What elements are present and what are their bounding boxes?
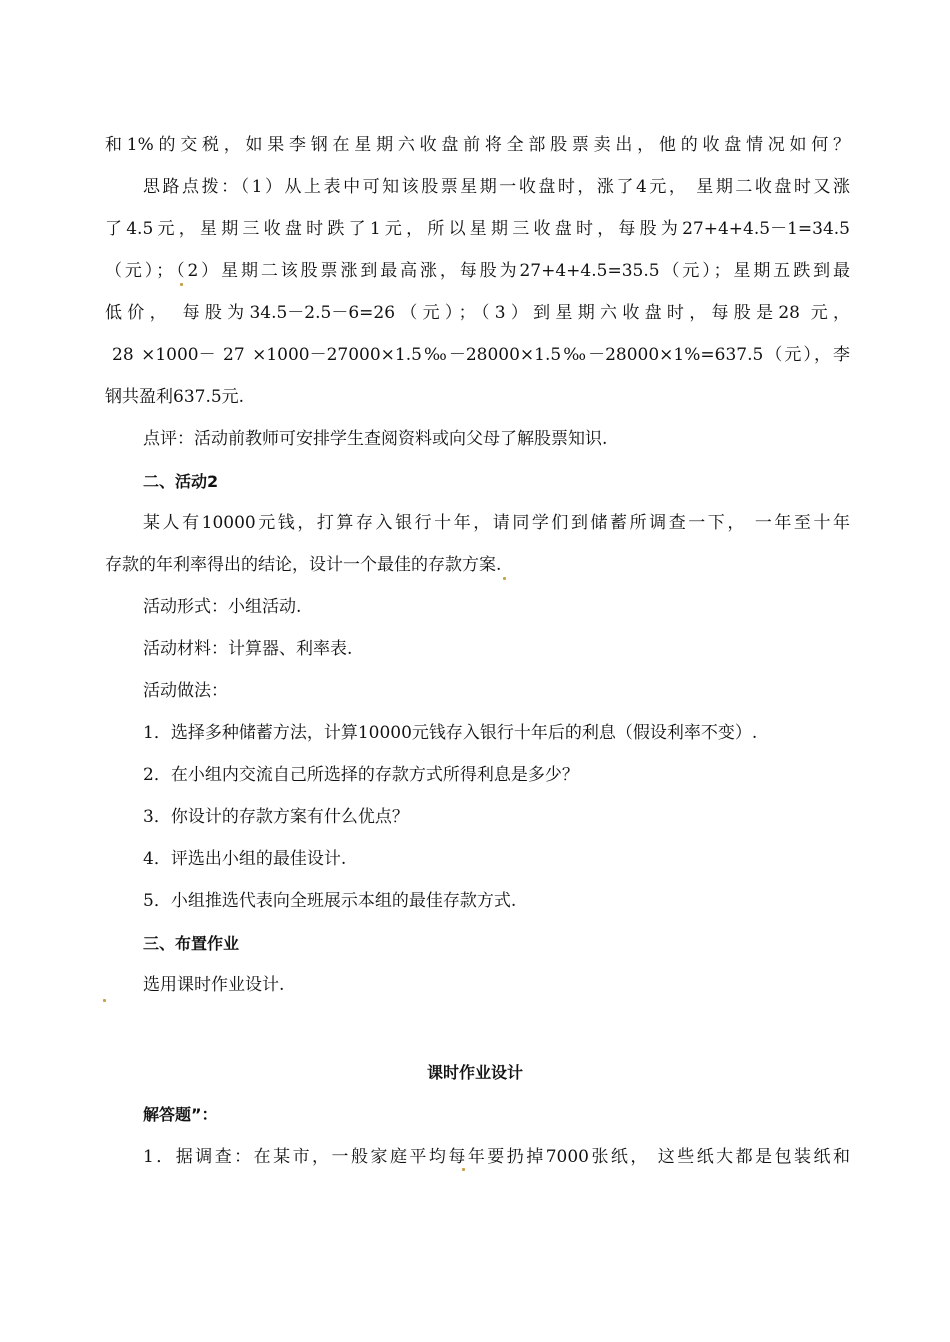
- paragraph-line: 28 ×1000－ 27 ×1000－27000×1.5‰－28000×1.5‰－28000×1%=637.5（元），李: [112, 345, 850, 365]
- scan-dot: [103, 999, 106, 1002]
- list-item: 2．在小组内交流自己所选择的存款方式所得利息是多少？: [143, 765, 579, 785]
- section-heading: 三、布置作业: [143, 934, 240, 953]
- paragraph-line: 活动做法：: [143, 681, 228, 701]
- scan-dot: [503, 577, 506, 580]
- paragraph-line: 1．据调查：在某市，一般家庭平均每年要扔掉7000张纸， 这些纸大都是包装纸和: [143, 1147, 850, 1167]
- list-item: 1．选择多种储蓄方法，计算10000元钱存入银行十年后的利息（假设利率不变）.: [143, 723, 758, 743]
- paragraph-line: 某人有10000元钱，打算存入银行十年，请同学们到储蓄所调查一下， 一年至十年: [143, 513, 850, 533]
- paragraph-line: 点评：活动前教师可安排学生查阅资料或向父母了解股票知识.: [143, 429, 608, 449]
- paragraph-line: 存款的年利率得出的结论，设计一个最佳的存款方案.: [105, 555, 502, 575]
- list-item: 4．评选出小组的最佳设计.: [143, 849, 347, 869]
- paragraph-line: 低价， 每股为34.5－2.5－6=26（元）；（3）到星期六收盘时，每股是28 元，: [105, 303, 850, 323]
- paragraph-line: 和1%的交税，如果李钢在星期六收盘前将全部股票卖出，他的收盘情况如何？: [105, 135, 850, 155]
- paragraph-line: （元）；（2）星期二该股票涨到最高涨，每股为27+4+4.5=35.5（元）；星期五跌到最: [105, 261, 850, 281]
- paragraph-line: 活动材料：计算器、利率表.: [143, 639, 353, 659]
- paragraph-line: 选用课时作业设计.: [143, 975, 285, 995]
- section-heading: 二、活动2: [143, 472, 219, 491]
- scan-dot: [462, 1168, 465, 1171]
- list-item: 3．你设计的存款方案有什么优点？: [143, 807, 409, 827]
- paragraph-line: 了4.5元，星期三收盘时跌了1元，所以星期三收盘时，每股为27+4+4.5－1=34.5: [105, 219, 850, 239]
- paragraph-line: 活动形式：小组活动.: [143, 597, 302, 617]
- section-heading: 解答题”：: [143, 1105, 218, 1124]
- scan-dot: [180, 283, 183, 286]
- page-title: 课时作业设计: [426, 1063, 523, 1082]
- paragraph-line: 钢共盈利637.5元.: [105, 387, 245, 407]
- list-item: 5．小组推选代表向全班展示本组的最佳存款方式.: [143, 891, 517, 911]
- paragraph-line: 思路点拨：（1）从上表中可知该股票星期一收盘时，涨了4元， 星期二收盘时又涨: [143, 177, 850, 197]
